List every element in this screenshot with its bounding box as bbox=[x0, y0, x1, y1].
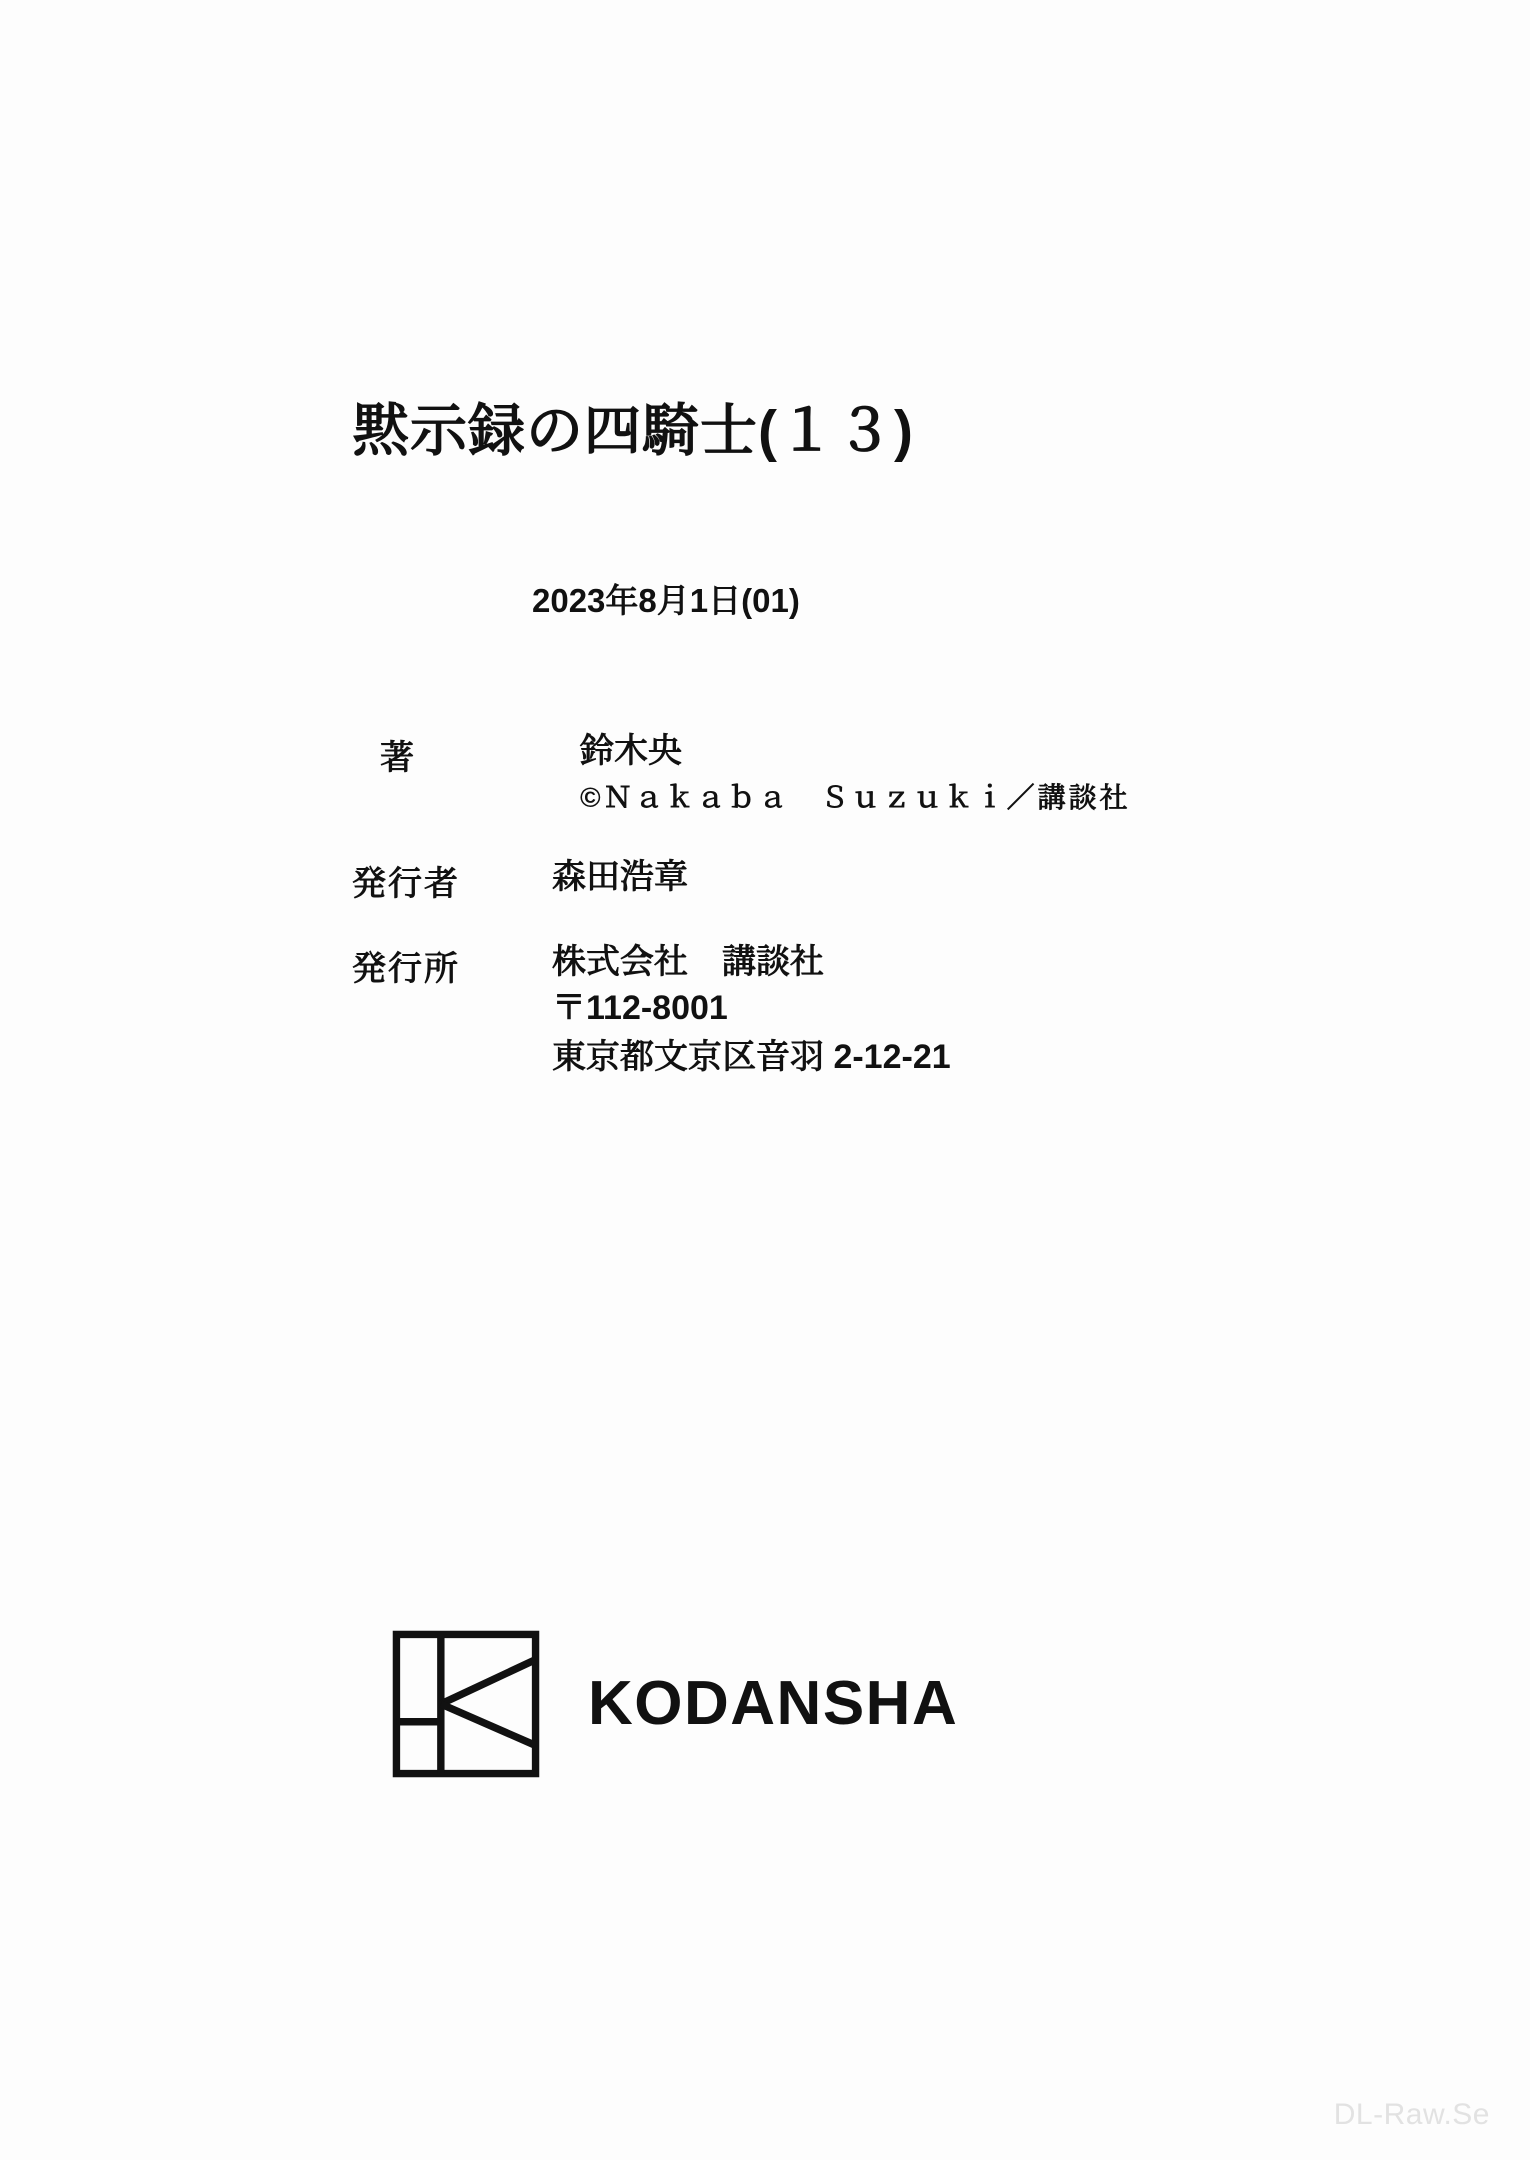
credit-values-publisher bbox=[552, 941, 951, 1081]
credit-label-author: 著 bbox=[380, 739, 432, 777]
credits-block bbox=[352, 730, 1312, 1111]
credit-label-publisher: 発行所 bbox=[352, 949, 460, 988]
credit-row-author bbox=[352, 730, 1312, 816]
credit-row-publisher-person bbox=[352, 856, 1312, 905]
author-name: 鈴木央 bbox=[580, 732, 682, 770]
credit-values-publisher-person bbox=[552, 856, 688, 900]
publisher-logo bbox=[392, 1630, 958, 1778]
publisher-address: 東京都文京区音羽 2-12-21 bbox=[552, 1037, 951, 1076]
watermark: DL-Raw.Se bbox=[1333, 2098, 1490, 2131]
publisher-logo-text: KODANSHA bbox=[588, 1669, 959, 1738]
publisher-person-name: 森田浩章 bbox=[552, 857, 688, 896]
credit-label-publisher-person: 発行者 bbox=[352, 864, 460, 903]
publisher-name: 株式会社 講談社 bbox=[552, 942, 824, 981]
publisher-postal-code: 〒112-8001 bbox=[552, 989, 728, 1028]
publication-date: 2023年8月1日(01) bbox=[532, 582, 800, 619]
page-title: 黙示録の四騎士(１３) bbox=[352, 399, 914, 463]
kodansha-logo-icon bbox=[392, 1630, 540, 1778]
credit-row-publisher bbox=[352, 941, 1312, 1081]
credit-values-author bbox=[580, 730, 1131, 816]
copyright-notice: ©Ｎａｋａｂａ Ｓｕｚｕｋｉ／講談社 bbox=[580, 781, 1131, 813]
